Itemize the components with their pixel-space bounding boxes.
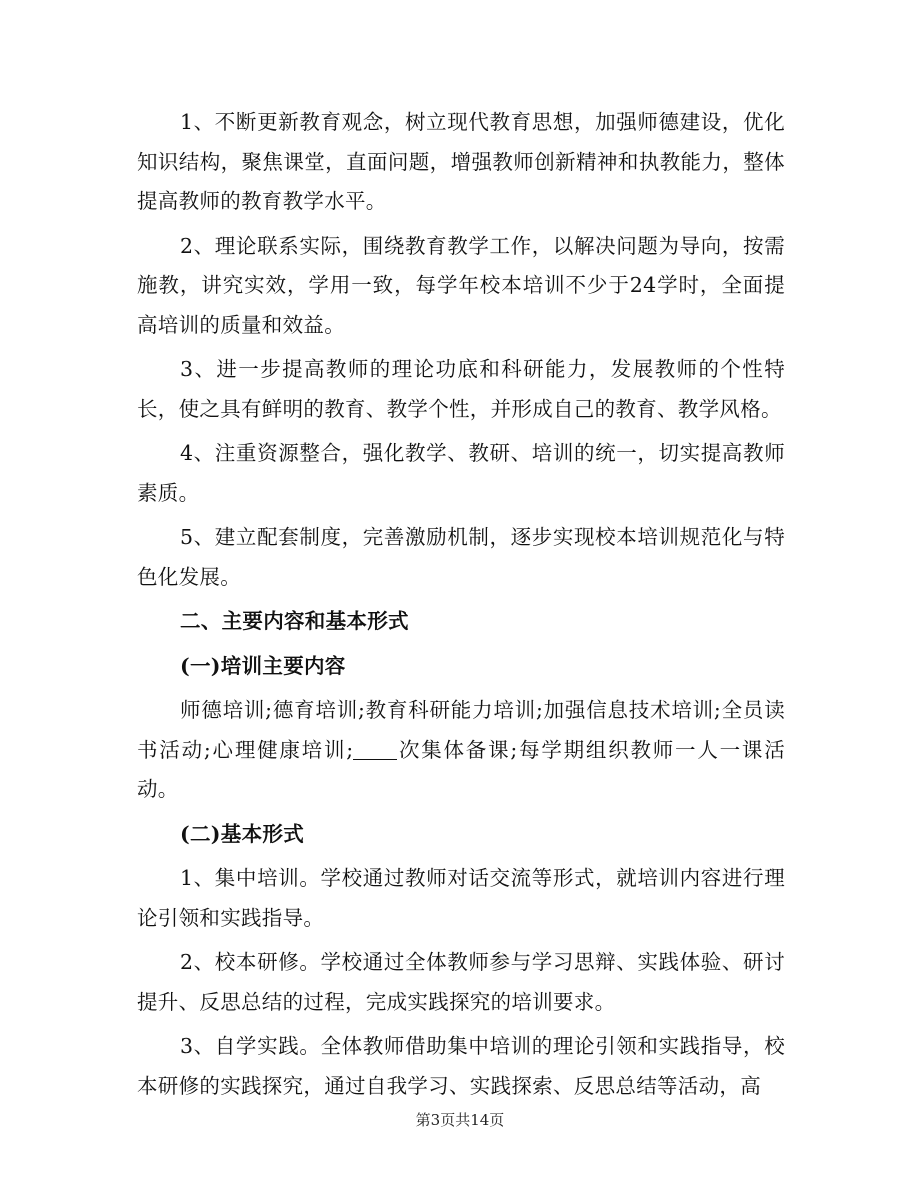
subsection-heading-forms: (二)基本形式 (180, 821, 304, 846)
objective-paragraph-4: 4、注重资源整合，强化教学、教研、培训的统一，切实提高教师素质。 (137, 441, 785, 505)
page-number: 第3页共14页 (415, 1111, 505, 1129)
training-content-text-continued: 次集体备课;每学期组织教师一人一课活动。 (137, 737, 785, 801)
subsection-heading-content: (一)培训主要内容 (180, 653, 346, 678)
section-heading: 二、主要内容和基本形式 (180, 609, 409, 633)
training-content-paragraph (137, 691, 785, 810)
objective-paragraph-5: 5、建立配套制度，完善激励机制，逐步实现校本培训规范化与特色化发展。 (137, 525, 785, 589)
fill-in-blank (353, 739, 397, 760)
training-content-text: 师德培训;德育培训;教育科研能力培训;加强信息技术培训;全员读书活动;心理健康培训; (137, 698, 785, 762)
objective-paragraph-3: 3、进一步提高教师的理论功底和科研能力，发展教师的个性特长，使之具有鲜明的教育、教学个性，并形成自己的教育、教学风格。 (137, 357, 785, 421)
form-paragraph-1: 1、集中培训。学校通过教师对话交流等形式，就培训内容进行理论引领和实践指导。 (137, 866, 785, 930)
objective-paragraph-2: 2、理论联系实际，围绕教育教学工作，以解决问题为导向，按需施教，讲究实效，学用一致，每学年校本培训不少于24学时，全面提高培训的质量和效益。 (137, 233, 785, 337)
form-paragraph-2: 2、校本研修。学校通过全体教师参与学习思辩、实践体验、研讨提升、反思总结的过程，完成实践探究的培训要求。 (137, 950, 785, 1014)
objective-paragraph-1: 1、不断更新教育观念，树立现代教育思想，加强师德建设，优化知识结构，聚焦课堂，直面问题，增强教师创新精神和执教能力，整体提高教师的教育教学水平。 (137, 110, 785, 213)
form-paragraph-3: 3、自学实践。全体教师借助集中培训的理论引领和实践指导，校本研修的实践探究，通过自我学习、实践探索、反思总结等活动，高 (137, 1034, 785, 1098)
document-body (137, 103, 785, 1111)
